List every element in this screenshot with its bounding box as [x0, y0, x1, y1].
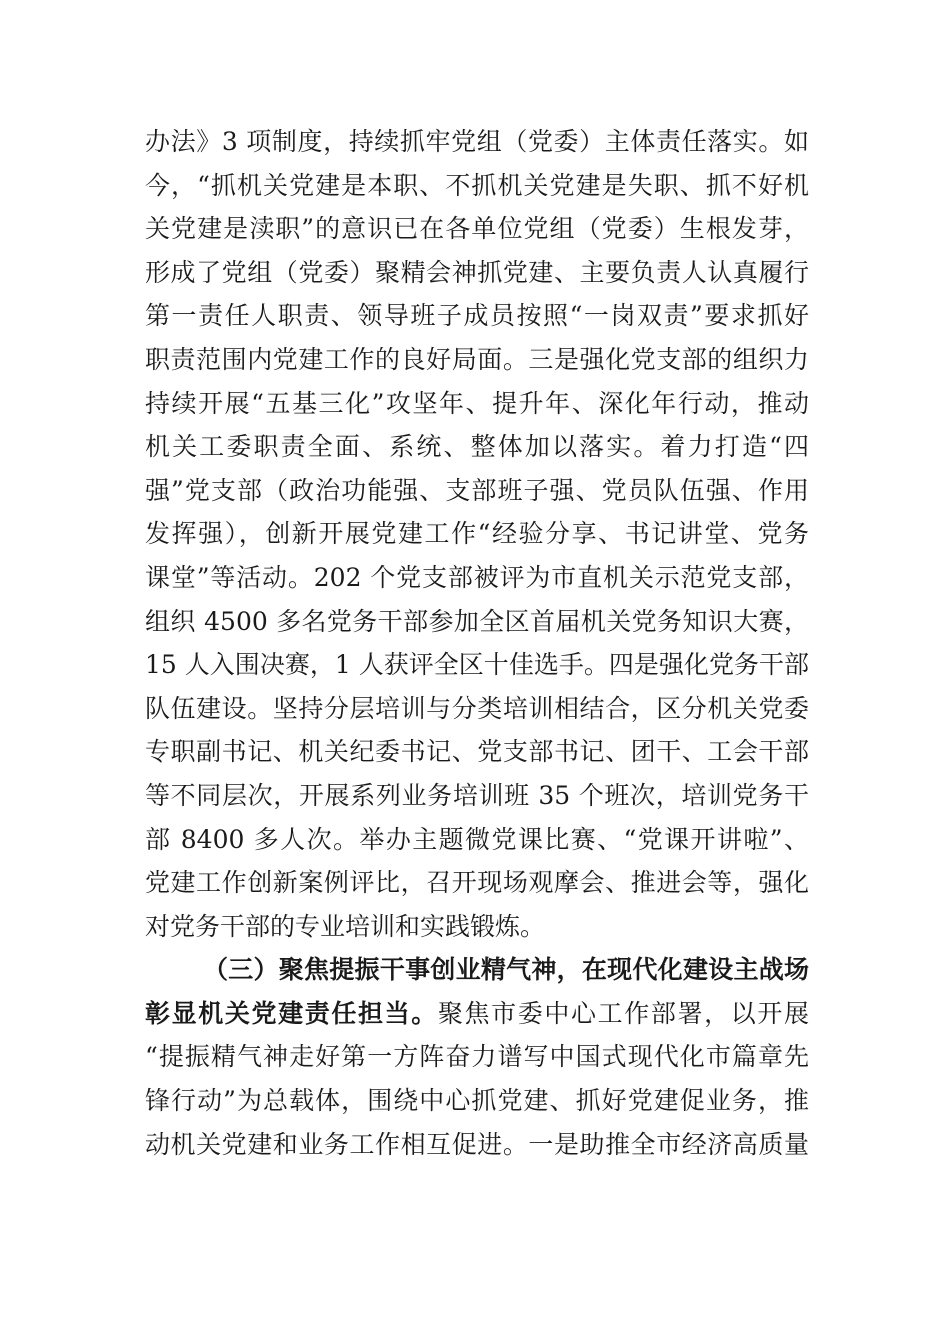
paragraph-line: 部 8400 多人次。举办主题微党课比赛、“党课开讲啦”、	[145, 824, 809, 854]
paragraph-line: 15 人入围决赛，1 人获评全区十佳选手。四是强化党务干部	[145, 650, 809, 680]
paragraph-line: 锋行动”为总载体，围绕中心抓党建、抓好党建促业务，推	[145, 1086, 809, 1116]
paragraph-line: 党建工作创新案例评比，召开现场观摩会、推进会等，强化	[145, 868, 809, 898]
paragraph-line: “提振精气神走好第一方阵奋力谱写中国式现代化市篇章先	[145, 1042, 809, 1072]
paragraph-line: 队伍建设。坚持分层培训与分类培训相结合，区分机关党委	[145, 693, 809, 723]
section-heading-line: （三）聚焦提振干事创业精气神，在现代化建设主战场	[203, 955, 809, 985]
paragraph-line: 职责范围内党建工作的良好局面。三是强化党支部的组织力	[145, 344, 809, 374]
paragraph-line: 持续开展“五基三化”攻坚年、提升年、深化年行动，推动	[145, 388, 809, 418]
document-body	[145, 120, 809, 1166]
section-heading-line-2	[145, 992, 809, 1036]
paragraph-line: 强”党支部（政治功能强、支部班子强、党员队伍强、作用	[145, 475, 809, 505]
paragraph-line: 专职副书记、机关纪委书记、党支部书记、团干、工会干部	[145, 737, 809, 767]
paragraph-line: 今，“抓机关党建是本职、不抓机关党建是失职、抓不好机	[145, 170, 809, 200]
paragraph-line: 等不同层次，开展系列业务培训班 35 个班次，培训党务干	[145, 780, 809, 810]
paragraph-line: 办法》3 项制度，持续抓牢党组（党委）主体责任落实。如	[145, 127, 809, 156]
paragraph-line: 发挥强），创新开展党建工作“经验分享、书记讲堂、党务	[145, 519, 809, 549]
paragraph-line: 关党建是渎职”的意识已在各单位党组（党委）生根发芽，	[145, 214, 809, 244]
paragraph-line: 第一责任人职责、领导班子成员按照“一岗双责”要求抓好	[145, 301, 809, 331]
paragraph-line: 课堂”等活动。202 个党支部被评为市直机关示范党支部，	[145, 562, 809, 592]
paragraph-line: 动机关党建和业务工作相互促进。一是助推全市经济高质量	[145, 1129, 809, 1159]
paragraph-line: 机关工委职责全面、系统、整体加以落实。着力打造“四	[145, 432, 809, 462]
section-intro-text: 聚焦市委中心工作部署，以开展	[437, 998, 809, 1028]
section-heading-bold: 彰显机关党建责任担当。	[145, 998, 438, 1028]
paragraph-line: 形成了党组（党委）聚精会神抓党建、主要负责人认真履行	[145, 257, 809, 287]
paragraph-line-last: 对党务干部的专业培训和实践锻炼。	[145, 911, 546, 941]
paragraph-line: 组织 4500 多名党务干部参加全区首届机关党务知识大赛，	[145, 606, 809, 636]
